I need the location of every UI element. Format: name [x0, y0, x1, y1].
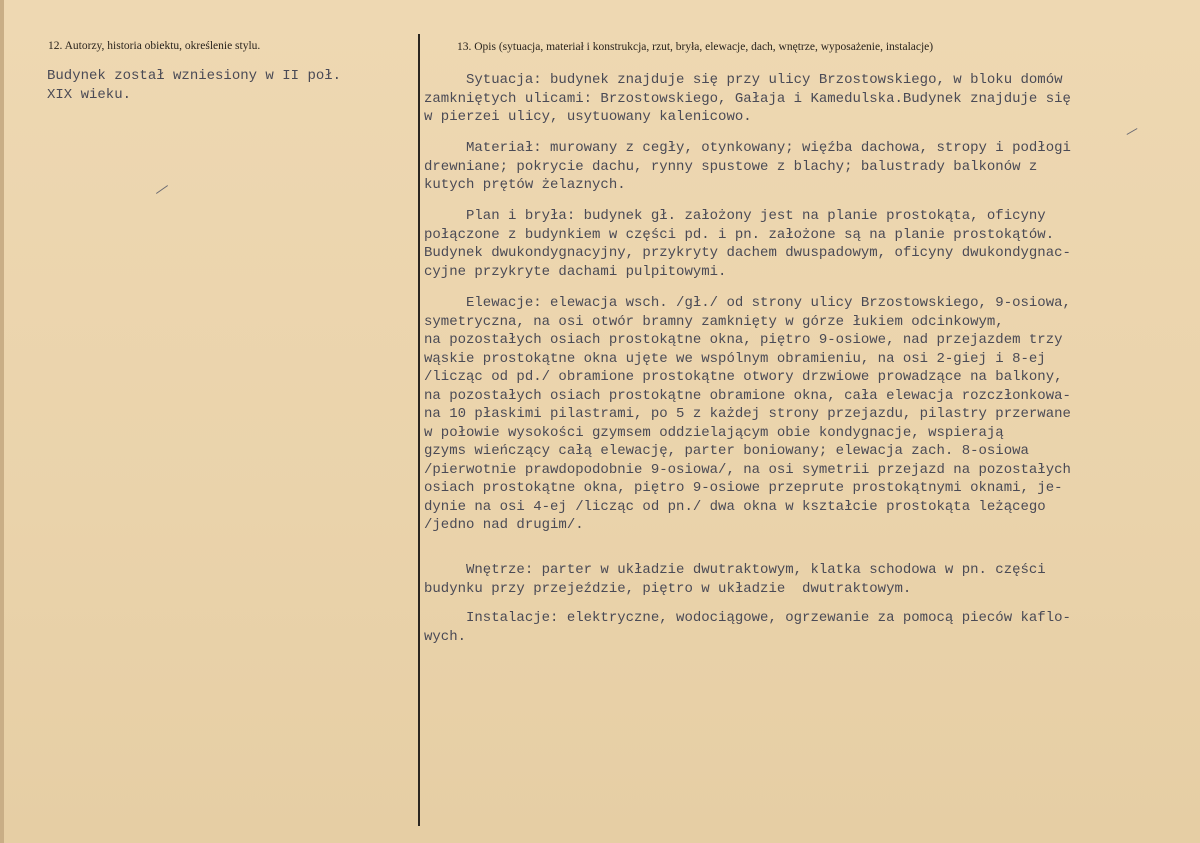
- column-divider: [418, 34, 420, 826]
- text-line: w pierzei ulicy, usytuowany kalenicowo.: [424, 109, 752, 125]
- text-line: w połowie wysokości gzymsem oddzielającym obie kondygnacje, wspierają: [424, 424, 1004, 441]
- paragraph-wnetrze: [424, 561, 1046, 598]
- text-line: wych.: [424, 628, 467, 645]
- text-line: zamkniętych ulicami: Brzostowskiego, Gałaja i Kamedulska.Budynek znajduje się: [424, 90, 1071, 107]
- text-line: połączone z budynkiem w części pd. i pn. założone są na planie prostokątów.: [424, 226, 1055, 243]
- text-line: kutych prętów żelaznych.: [424, 177, 626, 193]
- text-line: Instalacje: elektryczne, wodociągowe, ogrzewanie za pomocą pieców kaflo-: [424, 610, 1071, 626]
- text-line: drewniane; pokrycie dachu, rynny spustowe z blachy; balustrady balkonów z: [424, 158, 1038, 175]
- text-line: Wnętrze: parter w układzie dwutraktowym, klatka schodowa w pn. części: [424, 562, 1046, 578]
- text-line: Budynek dwukondygnacyjny, przykryty dachem dwuspadowym, oficyny dwukondygnac-: [424, 245, 1071, 261]
- paragraph-sytuacja: [424, 71, 1071, 127]
- text-line: Elewacje: elewacja wsch. /gł./ od strony ulicy Brzostowskiego, 9-osiowa,: [424, 295, 1071, 311]
- paragraph-elewacje: [424, 294, 1071, 535]
- text-line: /jedno nad drugim/.: [424, 517, 584, 533]
- text-line: Sytuacja: budynek znajduje się przy ulicy Brzostowskiego, w bloku domów: [424, 72, 1063, 88]
- text-line: na 10 płaskimi pilastrami, po 5 z każdej strony przejazdu, pilastry przerwane: [424, 406, 1071, 422]
- history-line: XIX wieku.: [47, 86, 132, 103]
- text-line: Plan i bryła: budynek gł. założony jest na planie prostokąta, oficyny: [424, 208, 1046, 224]
- text-line: gzyms wieńczący całą elewację, parter boniowany; elewacja zach. 8-osiowa: [424, 443, 1029, 459]
- text-line: na pozostałych osiach prostokątne obramione okna, cała elewacja rozczłonkowa-: [424, 387, 1071, 404]
- paragraph-material: [424, 139, 1071, 195]
- text-line: /licząc od pd./ obramione prostokątne otwory drzwiowe prowadzące na balkony,: [424, 369, 1063, 385]
- paragraph-plan-bryla: [424, 207, 1071, 281]
- text-line: /pierwotnie prawdopodobnie 9-osiowa/, na osi symetrii przejazd na pozostałych: [424, 461, 1071, 478]
- sheet-left-edge: [0, 0, 4, 843]
- history-text: [47, 67, 341, 104]
- text-line: osiach prostokątne okna, piętro 9-osiowe przeprute prostokątnymi oknami, je-: [424, 480, 1063, 496]
- text-line: symetryczna, na osi otwór bramny zamknięty w górze łukiem odcinkowym,: [424, 313, 1004, 330]
- text-line: wąskie prostokątne okna ujęte we wspólnym obramieniu, na osi 2-giej i 8-ej: [424, 350, 1046, 367]
- text-line: cyjne przykryte dachami pulpitowymi.: [424, 263, 727, 280]
- text-line: Materiał: murowany z cegły, otynkowany; więźba dachowa, stropy i podłogi: [424, 140, 1071, 156]
- text-line: budynku przy przejeździe, piętro w układzie dwutraktowym.: [424, 580, 912, 597]
- text-line: dynie na osi 4-ej /licząc od pn./ dwa okna w kształcie prostokąta leżącego: [424, 498, 1046, 515]
- history-line: Budynek został wzniesiony w II poł.: [47, 68, 342, 84]
- text-line: na pozostałych osiach prostokątne okna, piętro 9-osiowe, nad przejazdem trzy: [424, 332, 1063, 348]
- paragraph-instalacje: [424, 609, 1071, 646]
- section-13-heading: 13. Opis (sytuacja, materiał i konstrukcja, rzut, bryła, elewacje, dach, wnętrze, wyposażenie, instalacje): [457, 41, 934, 53]
- section-12-heading: 12. Autorzy, historia obiektu, określenie stylu.: [48, 40, 261, 52]
